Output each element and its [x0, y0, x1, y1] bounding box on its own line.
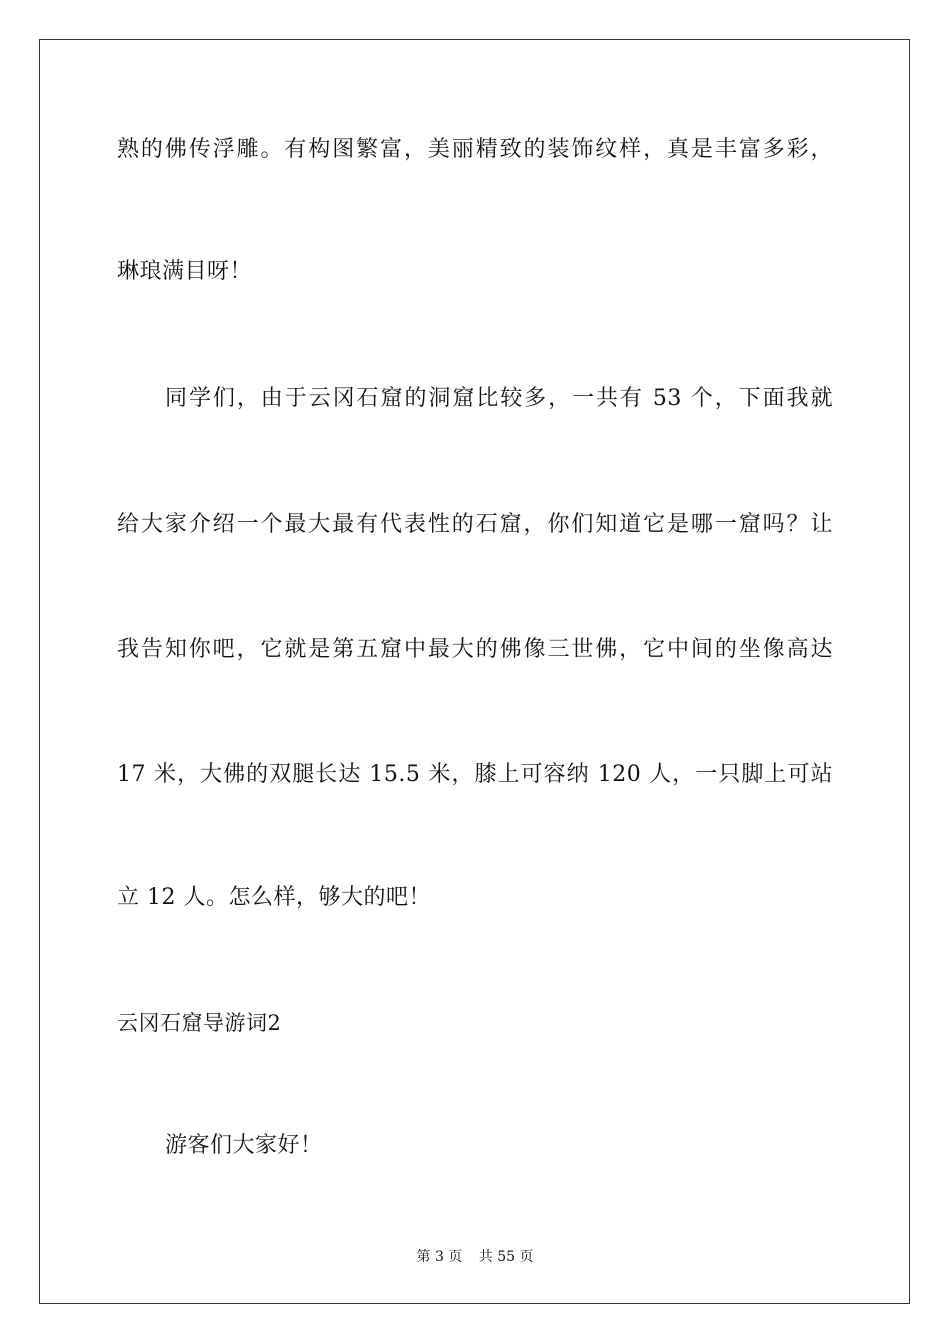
section-heading: 云冈石窟导游词2 — [117, 1011, 282, 1035]
body-line-1: 熟的佛传浮雕。有构图繁富，美丽精致的装饰纹样，真是丰富多彩， — [117, 137, 833, 162]
body-line-3: 同学们，由于云冈石窟的洞窟比较多，一共有 53 个，下面我就 — [165, 386, 833, 411]
page-total: 共 55 页 — [478, 1249, 534, 1265]
body-line-6: 17 米，大佛的双腿长达 15.5 米，膝上可容纳 120 人，一只脚上可站 — [117, 762, 833, 787]
page-number: 第 3 页 — [416, 1249, 463, 1265]
body-line-4: 给大家介绍一个最大最有代表性的石窟，你们知道它是哪一窟吗？让 — [117, 512, 833, 537]
body-line-2: 琳琅满目呀！ — [117, 259, 253, 284]
body-line-5: 我告知你吧，它就是第五窟中最大的佛像三世佛，它中间的坐像高达 — [117, 637, 833, 662]
page-border — [39, 39, 910, 1304]
body-line-7: 立 12 人。怎么样，够大的吧！ — [117, 885, 431, 910]
greeting-line: 游客们大家好！ — [165, 1133, 323, 1158]
page-footer — [0, 1247, 950, 1267]
